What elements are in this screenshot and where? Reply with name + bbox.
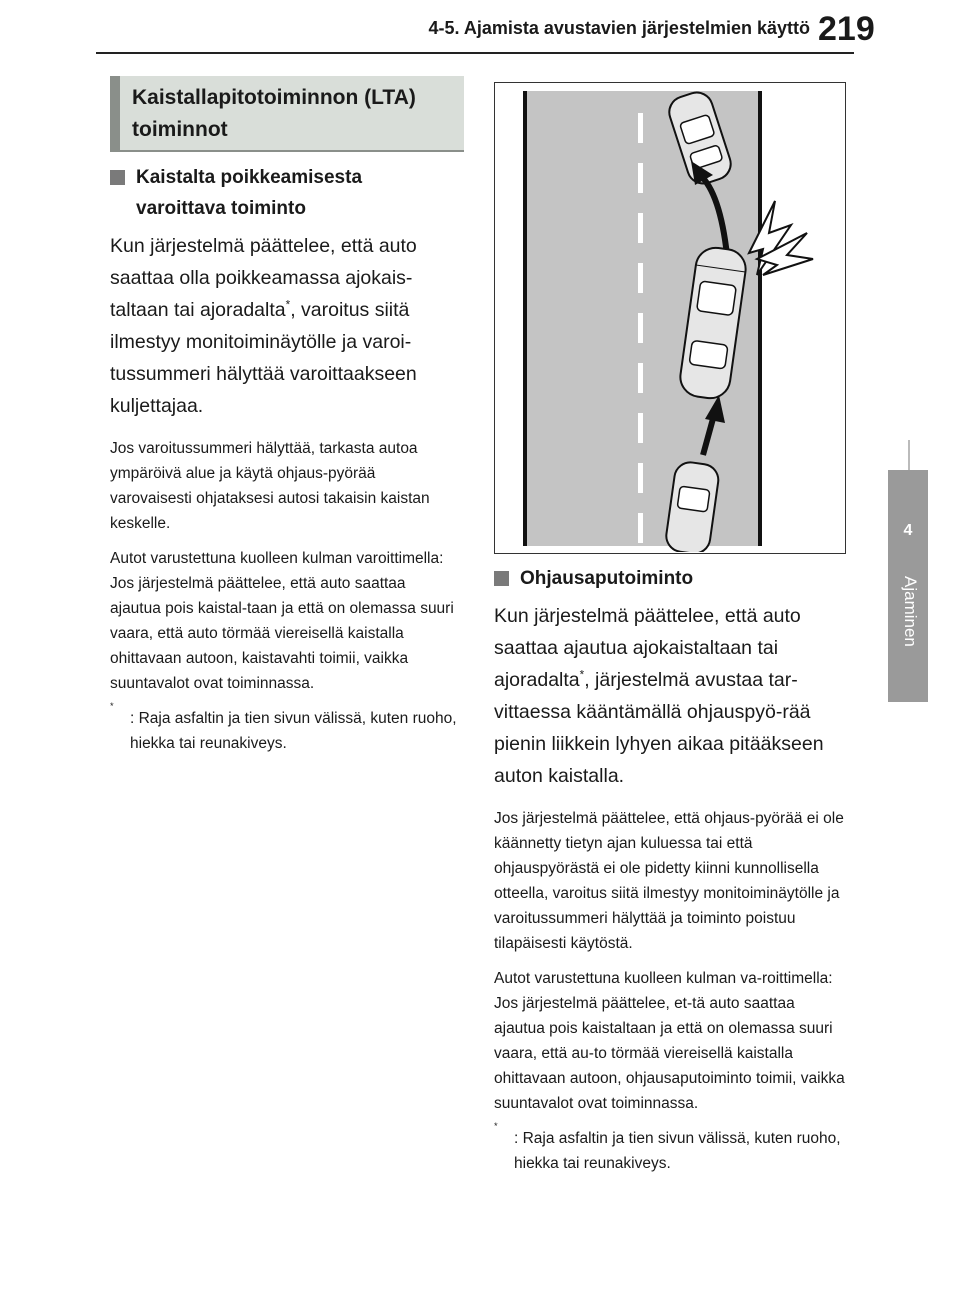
paragraph-text: Kun järjestelmä päättelee, että auto saattaa ajautua ajokaistaltaan tai ajoradalta [494, 605, 801, 691]
footnote: * : Raja asfaltin ja tien sivun välissä, kuten ruoho, hiekka tai reunakiveys. [110, 701, 457, 752]
section-title-line-1: Kaistallapitotoiminnon (LTA) [132, 86, 416, 109]
side-tab-connector [908, 440, 910, 470]
steering-warning-paragraph: Jos järjestelmä päättelee, että ohjaus-pyörää ei ole käännetty tietyn ajan kuluessa tai että ohjauspyörästä ei ole pidetty kiinni kunnollisella otteella, varoitus siitä ilmestyy monitoiminäytölle ja varoitussummeri hälyttää ja toiminto poistuu tilapäisesti käytöstä. [494, 810, 844, 952]
running-header: 4-5. Ajamista avustavien järjestelmien käyttö [428, 18, 810, 38]
section-title-line-2: toiminnot [132, 118, 228, 141]
subheading-text: Ohjausaputoiminto [520, 568, 694, 589]
left-column [110, 162, 460, 756]
paragraph-text: Kun järjestelmä päättelee, että auto saattaa olla poikkeamassa ajokais-taltaan tai ajoradalta [110, 235, 417, 321]
subheading-line-2: varoittava toiminto [136, 198, 306, 219]
chapter-title: Ajaminen [901, 576, 920, 647]
header-divider [96, 52, 854, 54]
lane-departure-illustration [494, 82, 846, 554]
lane-departure-subheading [110, 162, 460, 224]
chapter-number: 4 [903, 522, 913, 539]
square-bullet-icon [494, 571, 509, 586]
footnote: * : Raja asfaltin ja tien sivun välissä, kuten ruoho, hiekka tai reunakiveys. [494, 1121, 841, 1172]
footnote-text: : Raja asfaltin ja tien sivun välissä, kuten ruoho, hiekka tai reunakiveys. [514, 1130, 841, 1172]
lane-dashed-line [638, 113, 643, 543]
buzzer-instruction-paragraph: Jos varoitussummeri hälyttää, tarkasta autoa ympäröivä alue ja käytä ohjaus-pyörää varovaisesti ohjataksesi autosi takaisin kaistan keskelle. [110, 440, 430, 532]
paragraph-text-continued: , järjestelmä avustaa tar-vittaessa kääntämällä ohjauspyö-rää pienin liikkein lyhyen aikaa pitääkseen auton kaistalla. [494, 669, 824, 787]
footnote-text: : Raja asfaltin ja tien sivun välissä, kuten ruoho, hiekka tai reunakiveys. [130, 710, 457, 752]
paragraph-text-continued: , varoitus siitä ilmestyy monitoiminäytölle ja varoi-tussummeri hälyttää varoittaakseen kuljettajaa. [110, 299, 417, 417]
steering-assist-subheading [494, 563, 846, 594]
subheading-line-1: Kaistalta poikkeamisesta [136, 167, 363, 188]
section-title-box [110, 76, 464, 152]
steering-assist-paragraph [494, 600, 846, 792]
blind-spot-paragraph: Autot varustettuna kuolleen kulman varoittimella: Jos järjestelmä päättelee, että auto saattaa ajautua pois kaistal-taan ja että on olemassa suuri vaara, että auto törmää viereisellä kaistalla ohittavaan autoon, kaistavahti toimii, vaikka suuntavalot ovat toiminnassa. [110, 550, 454, 692]
square-bullet-icon [110, 170, 125, 185]
footnote-reference: * [579, 668, 585, 682]
page-number: 219 [818, 10, 875, 48]
blind-spot-paragraph: Autot varustettuna kuolleen kulman va-roittimella: Jos järjestelmä päättelee, et-tä auto saattaa ajautua pois kaistaltaan ja että on olemassa suuri vaara, että au-to törmää viereisellä kaistalla ohittavaan autoon, ohjausaputoiminto toimii, vaikka suuntavalot ovat toiminnassa. [494, 970, 845, 1112]
footnote-reference: * [285, 298, 291, 312]
lane-departure-paragraph [110, 230, 460, 422]
right-column [494, 563, 846, 1176]
road-right-edge [758, 91, 762, 546]
road-diagram [495, 83, 844, 552]
road-left-edge [523, 91, 527, 546]
